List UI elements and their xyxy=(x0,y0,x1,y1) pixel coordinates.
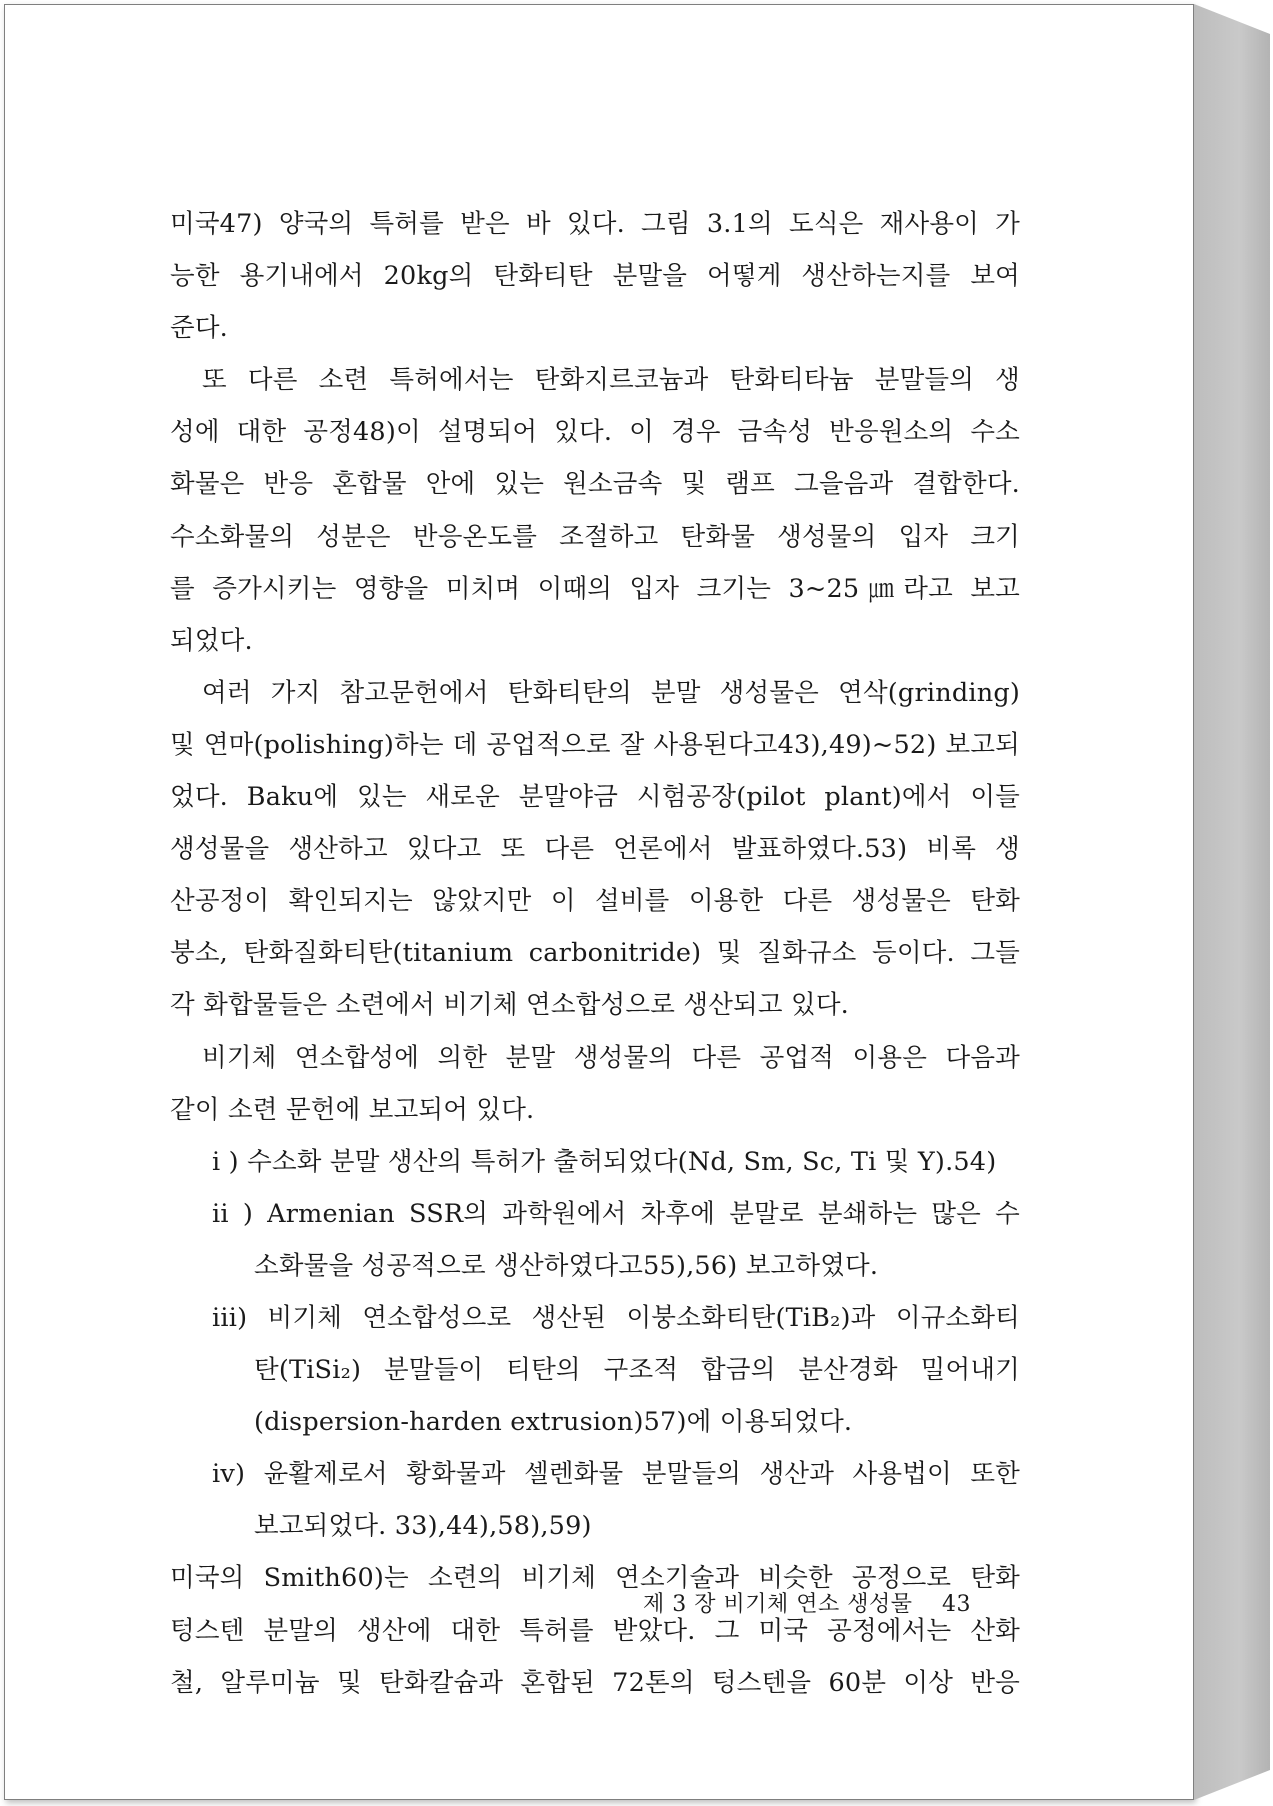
chapter-title: 제 3 장 비기체 연소 생성물 xyxy=(643,1592,913,1617)
text-line: 성에 대한 공정48)이 설명되어 있다. 이 경우 금속성 반응원소의 수소 xyxy=(170,417,1020,448)
text-line: 준다. xyxy=(170,313,228,344)
text-line: 었다. Baku에 있는 새로운 분말야금 시험공장(pilot plant)에서 이들 xyxy=(170,782,1020,813)
text-line: 각 화합물들은 소련에서 비기체 연소합성으로 생산되고 있다. xyxy=(170,990,849,1021)
text-line: 및 연마(polishing)하는 데 공업적으로 잘 사용된다고43),49)~52) 보고되 xyxy=(170,729,1020,760)
book-edge xyxy=(1194,4,1270,1800)
text-line: 되었다. xyxy=(170,625,253,656)
text-line: 같이 소련 문헌에 보고되어 있다. xyxy=(170,1094,535,1125)
list-item: ii ) Armenian SSR의 과학원에서 차후에 분말로 분쇄하는 많은 수 xyxy=(212,1198,1020,1229)
list-item-continuation: 소화물을 성공적으로 생산하였다고55),56) 보고하였다. xyxy=(254,1250,879,1281)
text-line: 비기체 연소합성에 의한 분말 생성물의 다른 공업적 이용은 다음과 xyxy=(202,1042,1020,1073)
text-line: 화물은 반응 혼합물 안에 있는 원소금속 및 램프 그을음과 결합한다. xyxy=(170,469,1020,500)
page-footer xyxy=(643,1587,971,1618)
list-item-continuation: (dispersion-harden extrusion)57)에 이용되었다. xyxy=(254,1407,853,1438)
text-line: 미국의 Smith60)는 소련의 비기체 연소기술과 비슷한 공정으로 탄화 xyxy=(170,1563,1020,1594)
list-item: iv) 윤활제로서 황화물과 셀렌화물 분말들의 생산과 사용법이 또한 xyxy=(212,1459,1020,1490)
text-line: 를 증가시키는 영향을 미치며 이때의 입자 크기는 3~25㎛라고 보고 xyxy=(170,573,1020,604)
text-line: 생성물을 생산하고 있다고 또 다른 언론에서 발표하였다.53) 비록 생 xyxy=(170,834,1020,865)
page-number: 43 xyxy=(941,1592,971,1617)
list-item-continuation: 보고되었다. 33),44),58),59) xyxy=(254,1511,592,1542)
text-line: 또 다른 소련 특허에서는 탄화지르코늄과 탄화티타늄 분말들의 생 xyxy=(202,365,1020,396)
text-line: 수소화물의 성분은 반응온도를 조절하고 탄화물 생성물의 입자 크기 xyxy=(170,521,1020,552)
text-line: 텅스텐 분말의 생산에 대한 특허를 받았다. 그 미국 공정에서는 산화 xyxy=(170,1615,1020,1646)
list-item: i ) 수소화 분말 생산의 특허가 출허되었다(Nd, Sm, Sc, Ti 및 Y).54) xyxy=(212,1146,997,1177)
body-text xyxy=(170,198,1020,1709)
text-line: 능한 용기내에서 20kg의 탄화티탄 분말을 어떻게 생산하는지를 보여 xyxy=(170,261,1020,292)
text-line: 붕소, 탄화질화티탄(titanium carbonitride) 및 질화규소 등이다. 그들 xyxy=(170,938,1020,969)
text-line: 철, 알루미늄 및 탄화칼슘과 혼합된 72톤의 텅스텐을 60분 이상 반응 xyxy=(170,1667,1020,1698)
list-item-continuation: 탄(TiSi₂) 분말들이 티탄의 구조적 합금의 분산경화 밀어내기 xyxy=(254,1355,1020,1386)
text-line: 산공정이 확인되지는 않았지만 이 설비를 이용한 다른 생성물은 탄화 xyxy=(170,886,1020,917)
text-line: 여러 가지 참고문헌에서 탄화티탄의 분말 생성물은 연삭(grinding) xyxy=(202,677,1020,708)
text-line: 미국47) 양국의 특허를 받은 바 있다. 그림 3.1의 도식은 재사용이 가 xyxy=(170,209,1020,239)
list-item: iii) 비기체 연소합성으로 생산된 이붕소화티탄(TiB₂)과 이규소화티 xyxy=(212,1302,1020,1333)
